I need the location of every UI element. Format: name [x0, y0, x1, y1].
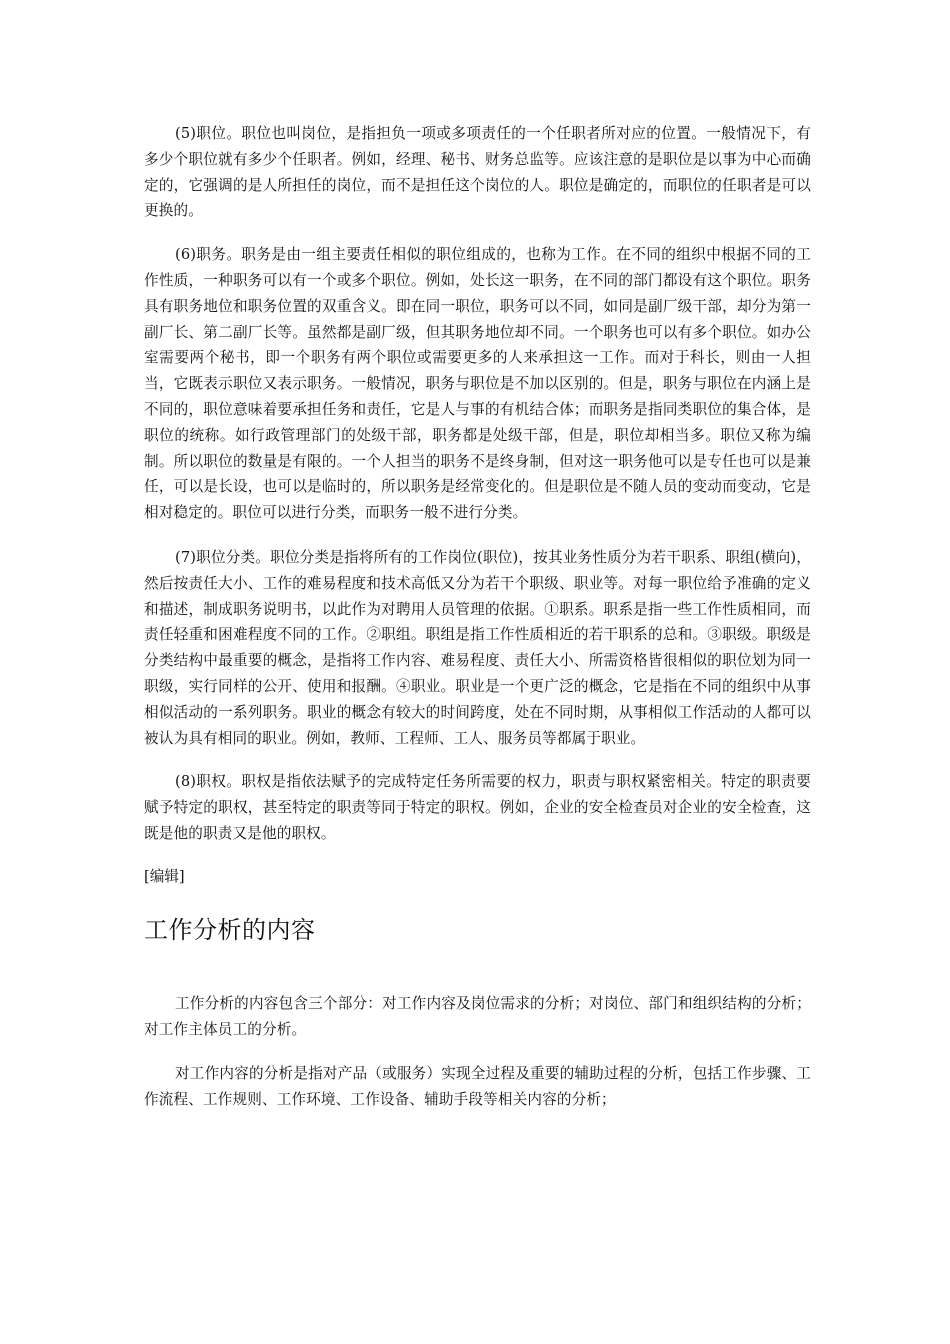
- paragraph-position: (5)职位。职位也叫岗位，是指担负一项或多项责任的一个任职者所对应的位置。一般情况下，有多少个职位就有多少个任职者。例如，经理、秘书、财务总监等。应该注意的是职位是以事为中心而确定的，它强调的是人所担任的岗位，而不是担任这个岗位的人。职位是确定的，而职位的任职者是可以更换的。: [144, 125, 811, 220]
- paragraph-position-classification: (7)职位分类。职位分类是指将所有的工作岗位(职位)，按其业务性质分为若干职系、职组(横向)，然后按责任大小、工作的难易程度和技术高低又分为若干个职级、职业等。对每一职位给予准确的定义和描述，制成职务说明书，以此作为对聘用人员管理的依据。①职系。职系是指一些工作性质相同，而责任轻重和困难程度不同的工作。②职组。职组是指工作性质相近的若干职系的总和。③职级。职级是分类结构中最重要的概念，是指将工作内容、难易程度、责任大小、所需资格皆很相似的职位划为同一职级，实行同样的公开、使用和报酬。④职业。职业是一个更广泛的概念，它是指在不同的组织中从事相似活动的一系列职务。职业的概念有较大的时间跨度，处在不同时期，从事相似工作活动的人都可以被认为具有相同的职业。例如，教师、工程师、工人、服务员等都属于职业。: [144, 548, 811, 747]
- edit-link[interactable]: [编辑]: [144, 867, 185, 885]
- paragraph-work-content-analysis: 对工作内容的分析是指对产品（或服务）实现全过程及重要的辅助过程的分析，包括工作步骤、工作流程、工作规则、工作环境、工作设备、辅助手段等相关内容的分析；: [144, 1065, 811, 1109]
- document-page: [144, 121, 811, 1113]
- paragraph-analysis-overview: 工作分析的内容包含三个部分：对工作内容及岗位需求的分析；对岗位、部门和组织结构的分析；对工作主体员工的分析。: [144, 994, 811, 1038]
- paragraph-duty: (6)职务。职务是由一组主要责任相似的职位组成的，也称为工作。在不同的组织中根据不同的工作性质，一种职务可以有一个或多个职位。例如，处长这一职务，在不同的部门都设有这个职位。职务具有职务地位和职务位置的双重含义。即在同一职位，职务可以不同，如同是副厂级干部，却分为第一副厂长、第二副厂长等。虽然都是副厂级，但其职务地位却不同。一个职务也可以有多个职位。如办公室需要两个秘书，即一个职务有两个职位或需要更多的人来承担这一工作。而对于科长，则由一人担当，它既表示职位又表示职务。一般情况，职务与职位是不加以区别的。但是，职务与职位在内涵上是不同的，职位意味着要承担任务和责任，它是人与事的有机结合体；而职务是指同类职位的集合体，是职位的统称。如行政管理部门的处级干部，职务都是处级干部，但是，职位却相当多。职位又称为编制。所以职位的数量是有限的。一个人担当的职务不是终身制，但对这一职务他可以是专任也可以是兼任，可以是长设，也可以是临时的，所以职务是经常变化的。但是职位是不随人员的变动而变动，它是相对稳定的。职位可以进行分类，而职务一般不进行分类。: [144, 246, 811, 522]
- paragraph-authority: (8)职权。职权是指依法赋予的完成特定任务所需要的权力，职责与职权紧密相关。特定的职责要赋予特定的职权，甚至特定的职责等同于特定的职权。例如，企业的安全检查员对企业的安全检查，这既是他的职责又是他的职权。: [144, 773, 811, 842]
- section-heading: 工作分析的内容: [144, 915, 316, 944]
